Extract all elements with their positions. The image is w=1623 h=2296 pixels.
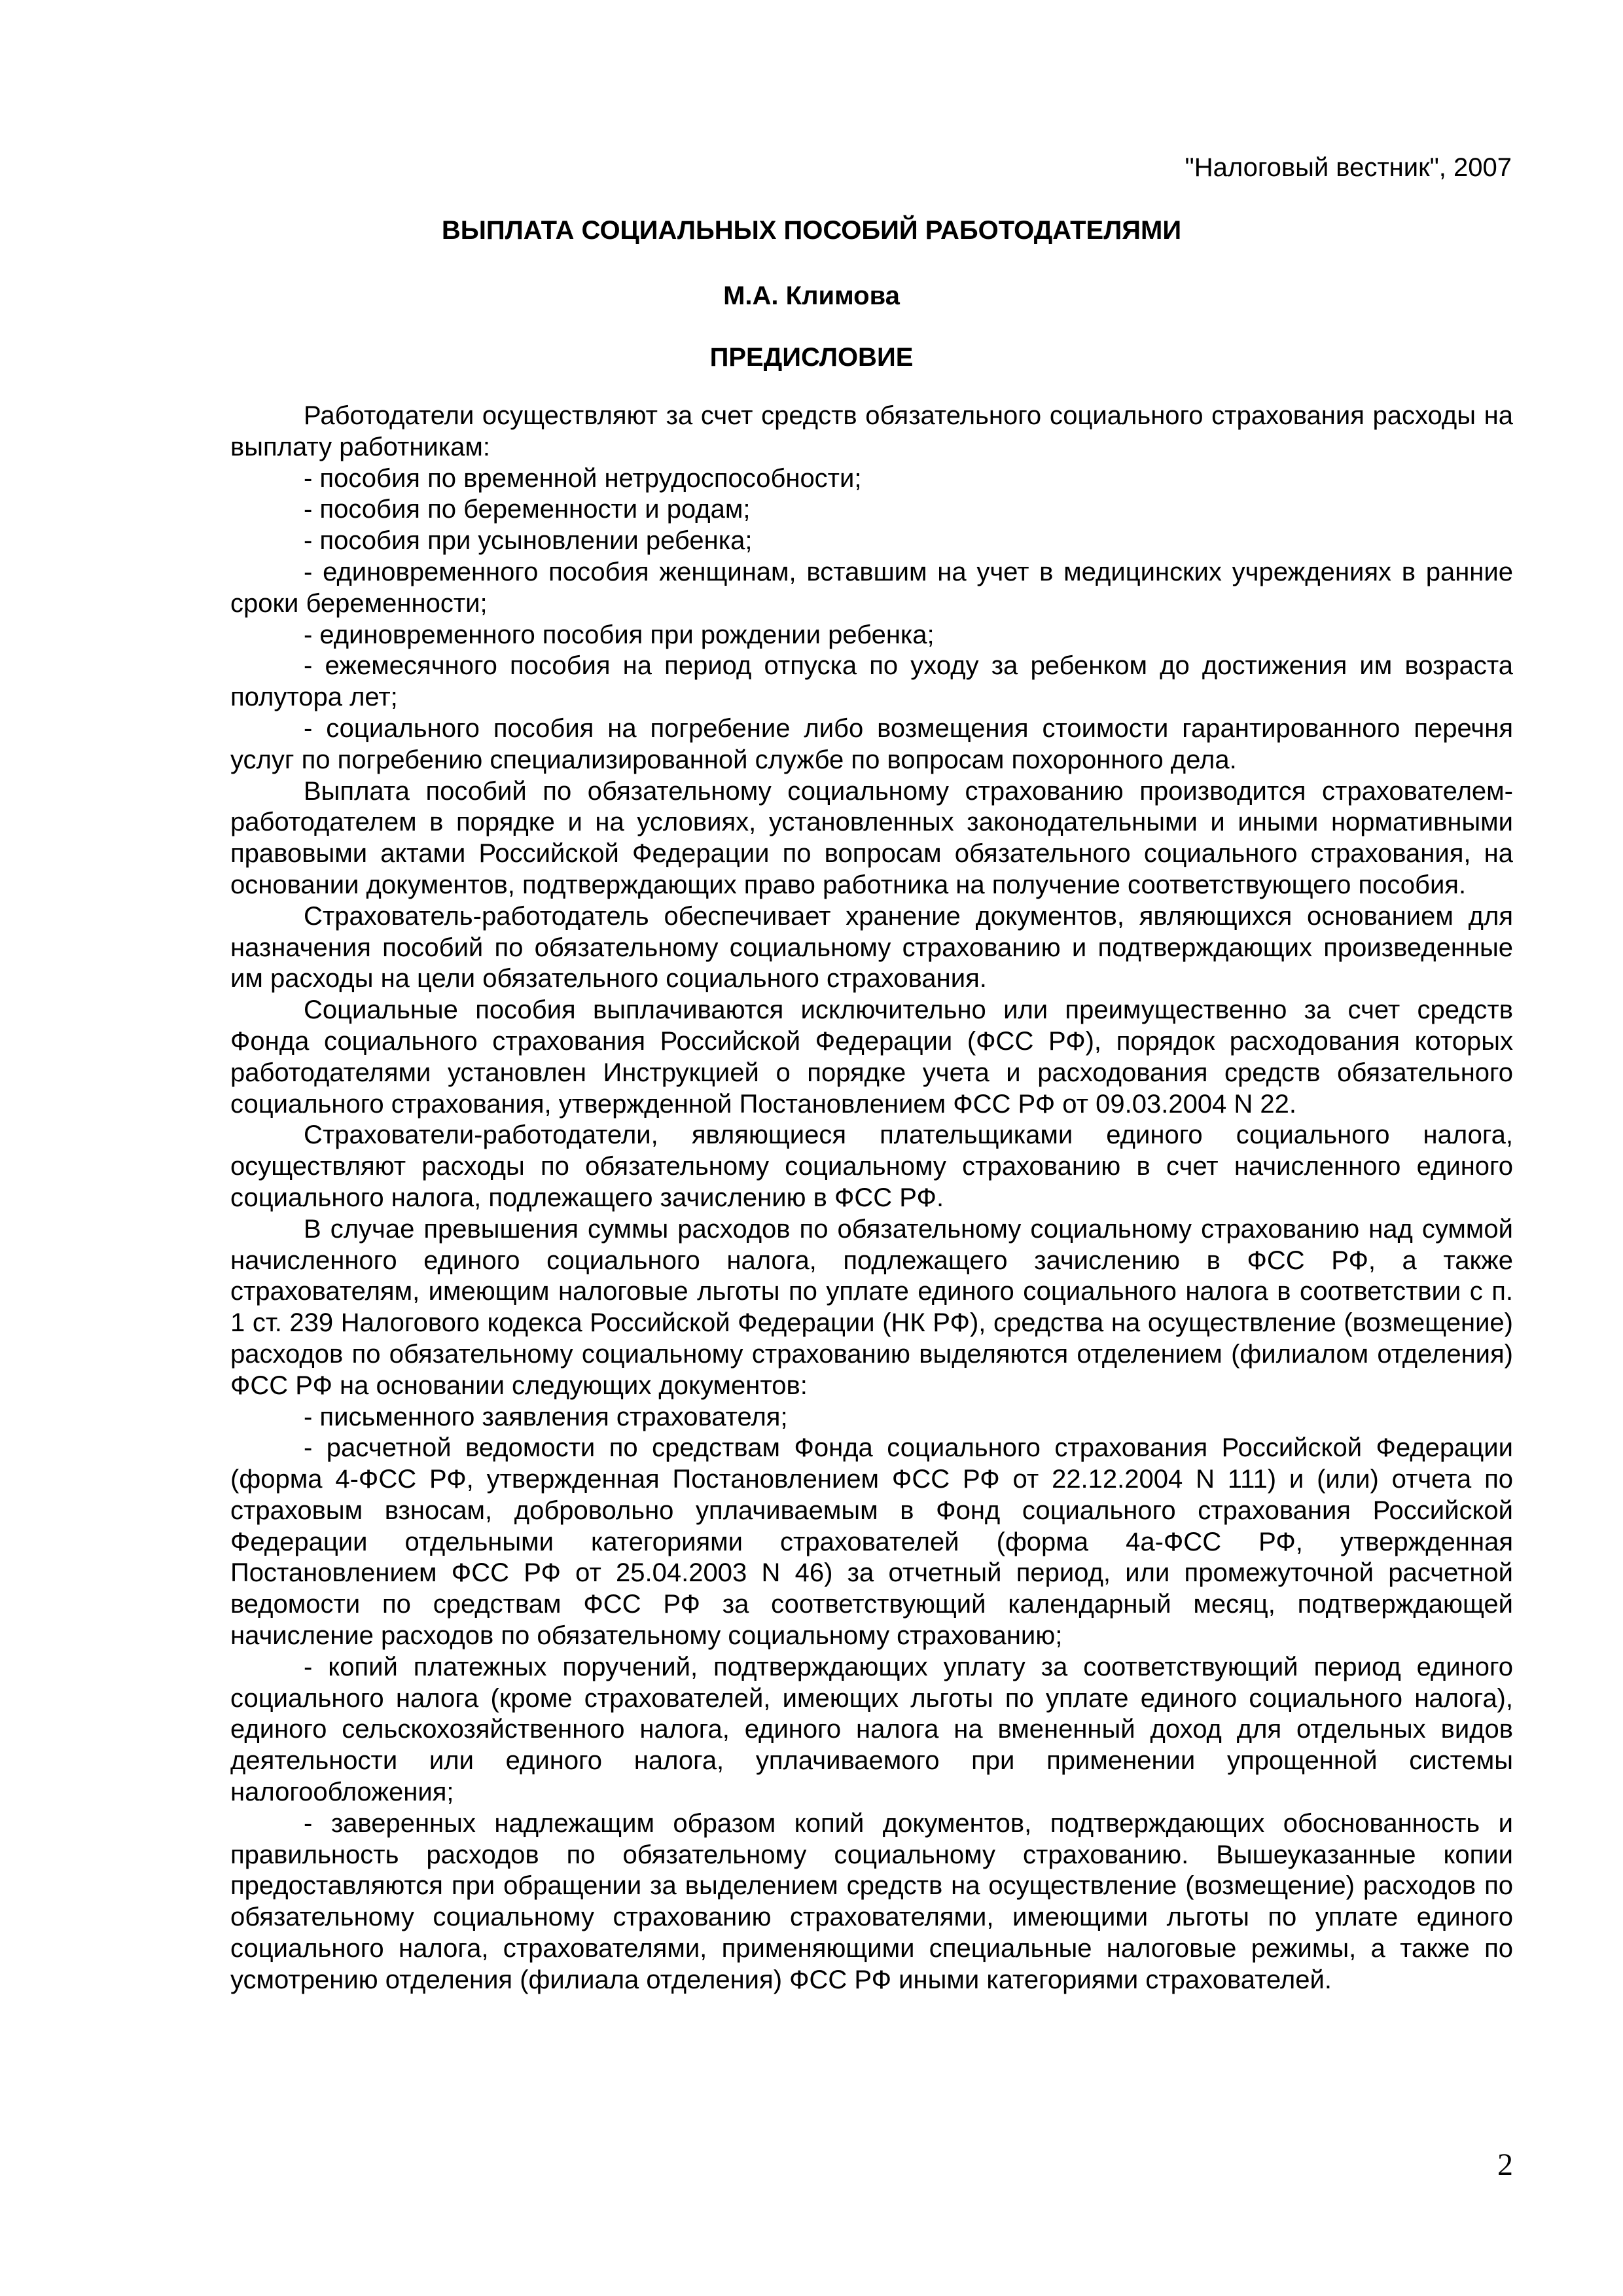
list-item: - пособия при усыновлении ребенка; — [304, 526, 753, 556]
paragraph: Выплата пособий по обязательному социальному страхованию производится страхователем-работодателем в порядке и на условиях, установленных законодательными и иными нормативными правовыми актами Российской Федерации по вопросам обязательного социального страхования, на основании документов, подтверждающих право работника на получение соответствующего пособия. — [230, 776, 1513, 899]
list-item: - ежемесячного пособия на период отпуска по уходу за ребенком до достижения им возраста полутора лет; — [230, 651, 1513, 712]
document-title: ВЫПЛАТА СОЦИАЛЬНЫХ ПОСОБИЙ РАБОТОДАТЕЛЯМИ — [441, 216, 1182, 245]
list-item: - копий платежных поручений, подтверждающих уплату за соответствующий период единого социального налога (кроме страхователей, имеющих льготы по уплате единого социального налога), единого сельскохозяйственного налога, единого налога на вмененный доход для отдельных видов деятельности или единого налога, уплачиваемого при применении упрощенной системы налогообложения; — [230, 1652, 1513, 1807]
paragraph: Социальные пособия выплачиваются исключительно или преимущественно за счет средств Фонда социального страхования Российской Федерации (ФСС РФ), порядок расходования которых работодателями установлен Инструкцией о порядке учета и расходования средств обязательного социального страхования, утвержденной Постановлением ФСС РФ от 09.03.2004 N 22. — [230, 996, 1513, 1119]
body-text — [230, 401, 1513, 1996]
author-name: М.А. Климова — [723, 281, 900, 310]
source-citation: "Налоговый вестник", 2007 — [1185, 153, 1512, 182]
list-item: - расчетной ведомости по средствам Фонда социального страхования Российской Федерации (форма 4-ФСС РФ, утвержденная Постановлением ФСС РФ от 22.12.2004 N 111) и (или) отчета по страховым взносам, добровольно уплачиваемым в Фонд социального страхования Российской Федерации отдельными категориями страхователей (форма 4а-ФСС РФ, утвержденная Постановлением ФСС РФ от 25.04.2003 N 46) за отчетный период, или промежуточной расчетной ведомости по средствам ФСС РФ за соответствующий календарный месяц, подтверждающей начисление расходов по обязательному социальному страхованию; — [230, 1433, 1513, 1651]
paragraph: Страхователи-работодатели, являющиеся плательщиками единого социального налога, осуществляют расходы по обязательному социальному страхованию в счет начисленного единого социального налога, подлежащего зачислению в ФСС РФ. — [230, 1121, 1513, 1212]
list-item: - единовременного пособия женщинам, вставшим на учет в медицинских учреждениях в ранние сроки беременности; — [230, 557, 1513, 618]
page-number: 2 — [1497, 2147, 1513, 2182]
list-item: - пособия по временной нетрудоспособности; — [304, 463, 862, 493]
list-item: - социального пособия на погребение либо возмещения стоимости гарантированного перечня услуг по погребению специализированной службе по вопросам похоронного дела. — [230, 713, 1513, 774]
paragraph: В случае превышения суммы расходов по обязательному социальному страхованию над суммой начисленного единого социального налога, подлежащего зачислению в ФСС РФ, а также страхователям, имеющим налоговые льготы по уплате единого социального налога в соответствии с п. 1 ст. 239 Налогового кодекса Российской Федерации (НК РФ), средства на осуществление (возмещение) расходов по обязательному социальному страхованию выделяются отделением (филиалом отделения) ФСС РФ на основании следующих документов: — [230, 1214, 1513, 1400]
list-item: - единовременного пособия при рождении ребенка; — [304, 620, 935, 649]
list-item: - пособия по беременности и родам; — [304, 495, 751, 524]
paragraph: Работодатели осуществляют за счет средств обязательного социального страхования расходы на выплату работникам: — [230, 401, 1513, 461]
paragraph: Страхователь-работодатель обеспечивает хранение документов, являющихся основанием для назначения пособий по обязательному социальному страхованию и подтверждающих произведенные им расходы на цели обязательного социального страхования. — [230, 901, 1513, 994]
section-heading: ПРЕДИСЛОВИЕ — [709, 343, 914, 372]
list-item: - письменного заявления страхователя; — [304, 1402, 788, 1431]
list-item: - заверенных надлежащим образом копий документов, подтверждающих обоснованность и правильность расходов по обязательному социальному страхованию. Вышеуказанные копии предоставляются при обращении за выделением средств на осуществление (возмещение) расходов по обязательному социальному страхованию страхователями, имеющими льготы по уплате единого социального налога, страхователями, применяющими специальные налоговые режимы, а также по усмотрению отделения (филиала отделения) ФСС РФ иными категориями страхователей. — [230, 1808, 1513, 1994]
